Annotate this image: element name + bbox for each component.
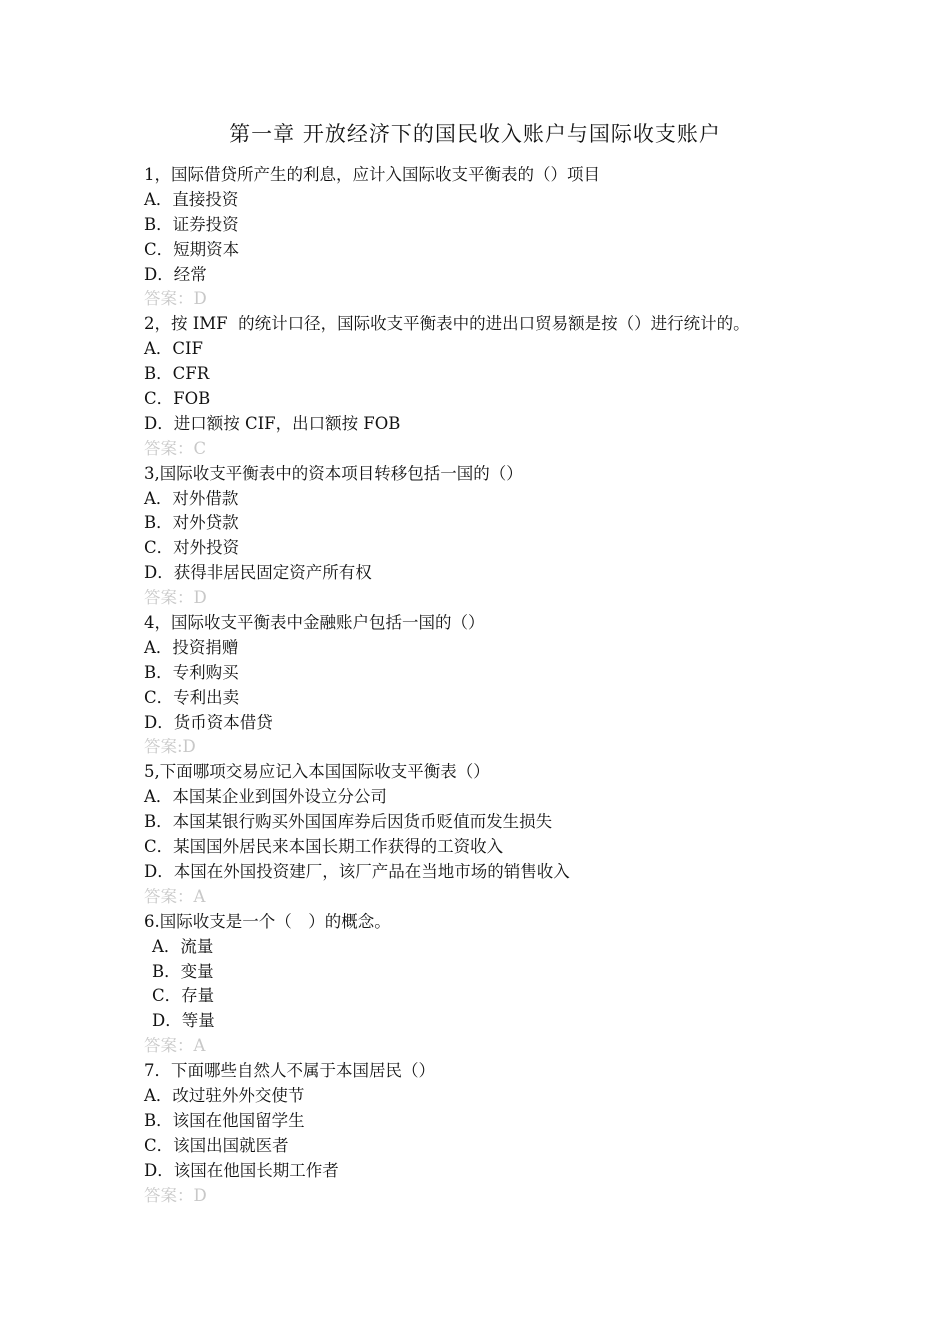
option-d: D．经常 bbox=[144, 264, 207, 284]
option-b: B．本国某银行购买外国国库券后因货币贬值而发生损失 bbox=[144, 812, 553, 832]
option-b: B．该国在他国留学生 bbox=[144, 1110, 305, 1130]
answer-text: 答案：D bbox=[144, 1185, 207, 1205]
answer-text: 答案：A bbox=[144, 1036, 206, 1056]
option-a: A．投资捐赠 bbox=[144, 637, 239, 657]
question-text: 7．下面哪些自然人不属于本国居民（） bbox=[144, 1061, 435, 1081]
option-d: D．货币资本借贷 bbox=[144, 712, 273, 732]
option-c: C．短期资本 bbox=[144, 239, 240, 259]
option-c: C．FOB bbox=[144, 389, 211, 409]
option-a: A．CIF bbox=[144, 339, 204, 359]
option-c: C．该国出国就医者 bbox=[144, 1135, 289, 1155]
answer-text: 答案：D bbox=[144, 289, 207, 309]
option-b: B．证券投资 bbox=[144, 214, 239, 234]
option-c: C．专利出卖 bbox=[144, 687, 240, 707]
option-d: D．等量 bbox=[152, 1011, 215, 1031]
question-text: 6.国际收支是一个（ ）的概念。 bbox=[144, 911, 391, 931]
option-b: B．变量 bbox=[152, 961, 214, 981]
option-a: A．本国某企业到国外设立分公司 bbox=[144, 787, 387, 807]
option-b: B．专利购买 bbox=[144, 662, 239, 682]
option-d: D．获得非居民固定资产所有权 bbox=[144, 563, 372, 583]
option-a: A．改过驻外外交使节 bbox=[144, 1085, 305, 1105]
option-c: C．某国国外居民来本国长期工作获得的工资收入 bbox=[144, 837, 504, 857]
option-c: C．对外投资 bbox=[144, 538, 240, 558]
option-a: A．流量 bbox=[152, 936, 214, 956]
option-c: C．存量 bbox=[152, 986, 215, 1006]
answer-text: 答案：C bbox=[144, 438, 207, 458]
question-list bbox=[144, 163, 924, 1208]
chapter-title: 第一章 开放经济下的国民收入账户与国际收支账户 bbox=[229, 122, 721, 146]
answer-text: 答案：A bbox=[144, 886, 206, 906]
question-text: 5,下面哪项交易应记入本国国际收支平衡表（） bbox=[144, 762, 490, 782]
option-a: A．直接投资 bbox=[144, 189, 239, 209]
question-text: 1，国际借贷所产生的利息，应计入国际收支平衡表的（）项目 bbox=[144, 165, 600, 184]
question-text: 3,国际收支平衡表中的资本项目转移包括一国的（） bbox=[144, 463, 523, 483]
option-d: D．进口额按 CIF，出口额按 FOB bbox=[144, 413, 401, 433]
question-text: 4，国际收支平衡表中金融账户包括一国的（） bbox=[144, 613, 485, 633]
answer-text: 答案：D bbox=[144, 588, 207, 608]
answer-text: 答案:D bbox=[144, 737, 196, 757]
option-b: B．对外贷款 bbox=[144, 513, 239, 533]
question-text: 2，按 IMF 的统计口径，国际收支平衡表中的进出口贸易额是按（）进行统计的。 bbox=[144, 314, 750, 334]
option-b: B．CFR bbox=[144, 364, 210, 384]
option-d: D．该国在他国长期工作者 bbox=[144, 1160, 339, 1180]
option-d: D．本国在外国投资建厂，该厂产品在当地市场的销售收入 bbox=[144, 861, 570, 881]
option-a: A．对外借款 bbox=[144, 488, 239, 508]
